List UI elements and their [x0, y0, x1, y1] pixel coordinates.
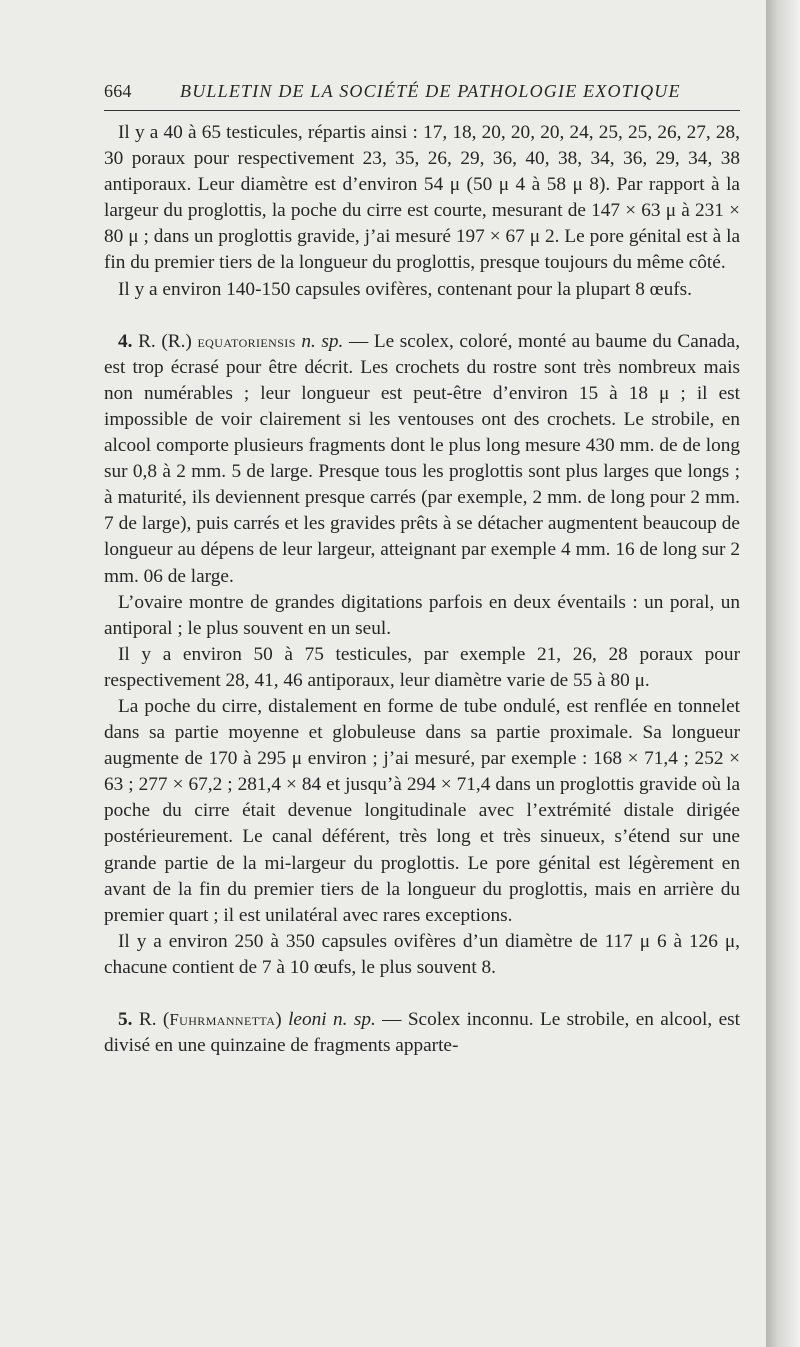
section-4-paragraph	[104, 329, 740, 590]
paragraph-ovaire: L’ovaire montre de grandes digitations parfois en deux éventails : un poral, un antiporal ; le plus souvent en un seul.	[104, 591, 740, 639]
section-5-paragraph	[104, 1007, 740, 1059]
paragraph-capsules-2: Il y a environ 250 à 350 capsules ovifères d’un diamètre de 117 μ 6 à 126 μ, chacune contient de 7 à 10 œufs, le plus souvent 8.	[104, 930, 740, 978]
paragraph-poche-cirre: La poche du cirre, distalement en forme de tube ondulé, est renflée en tonnelet dans sa partie moyenne et globuleuse dans sa partie proximale. Sa longueur augmente de 170 à 295 μ environ ; j’ai mesuré, par exemple : 168 × 71,4 ; 252 × 63 ; 277 × 67,2 ; 281,4 × 84 et jusqu’à 294 × 71,4 dans un proglottis gravide où la poche du cirre était devenue longitudinale avec l’extrémité distale dirigée postérieurement. Le canal déférent, très long et très sinueux, s’étend sur une grande partie de la mi-largeur du proglottis. Le pore génital est légèrement en avant de la fin du premier tiers de la longueur du proglottis, mais en arrière du premier quart ; il est unilatéral avec rares exceptions.	[104, 695, 740, 926]
page-edge-shadow	[766, 0, 800, 1347]
section-4-genus: R. (R.)	[138, 330, 192, 352]
page-header	[104, 78, 740, 104]
body-text	[104, 120, 740, 1059]
section-gap	[104, 303, 740, 329]
section-4-number: 4.	[118, 330, 133, 352]
paragraph-capsules: Il y a environ 140-150 capsules ovifères, contenant pour la plupart 8 œufs.	[118, 278, 692, 300]
section-gap	[104, 981, 740, 1007]
header-rule	[104, 110, 740, 111]
section-4-nsp: n. sp.	[301, 330, 344, 352]
page-number: 664	[104, 81, 132, 101]
section-5-subgenus: Fuhrmannetta	[169, 1010, 276, 1029]
section-5-species: leoni	[288, 1009, 327, 1030]
paragraph-testicules-2: Il y a environ 50 à 75 testicules, par exemple 21, 26, 28 poraux pour respectivement 28, 41, 46 antiporaux, leur diamètre varie de 55 à 80 μ.	[104, 643, 740, 691]
running-title: BULLETIN DE LA SOCIÉTÉ DE PATHOLOGIE EXOTIQUE	[180, 81, 681, 101]
section-5-text: — Scolex inconnu. Le strobile, en alcool, est divisé en une quinzaine de fragments apparte-	[104, 1009, 740, 1057]
paragraph-testicules: Il y a 40 à 65 testicules, répartis ainsi : 17, 18, 20, 20, 20, 24, 25, 25, 26, 27, 28, 30 poraux pour respectivement 23, 35, 26, 29, 36, 40, 38, 34, 36, 29, 34, 38 antiporaux. Leur diamètre est d’environ 54 μ (50 μ 4 à 58 μ 8). Par rapport à la largeur du proglottis, la poche du cirre est courte, mesurant de 147 × 63 μ à 231 × 80 μ ; dans un proglottis gravide, j’ai mesuré 197 × 67 μ 2. Le pore génital est à la fin du premier tiers de la longueur du proglottis, presque toujours du même côté.	[104, 122, 740, 274]
section-5-genus-suffix: )	[275, 1009, 282, 1030]
section-5-nsp: n. sp.	[333, 1009, 376, 1030]
section-5-genus-prefix: R. (	[138, 1009, 170, 1030]
section-4-species: equatoriensis	[197, 331, 296, 351]
section-4-text: — Le scolex, coloré, monté au baume du Canada, est trop écrasé pour être décrit. Les crochets du rostre sont très nombreux mais non numérables ; leur longueur est peut-être d’environ 15 à 18 μ ; il est impossible de voir clairement si les ventouses ont des crochets. Le strobile, en alcool comporte plusieurs fragments dont le plus long mesure 430 mm. de de long sur 0,8 à 2 mm. 5 de large. Presque tous les proglottis sont plus larges que longs ; à maturité, ils deviennent presque carrés (par exemple, 2 mm. de long pour 2 mm. 7 de large), puis carrés et les gravides prêts à se détacher augmentent beaucoup de longueur au dépens de leur largeur, atteignant par exemple 4 mm. 16 de long sur 2 mm. 06 de large.	[104, 330, 741, 587]
section-5-number: 5.	[118, 1009, 133, 1030]
